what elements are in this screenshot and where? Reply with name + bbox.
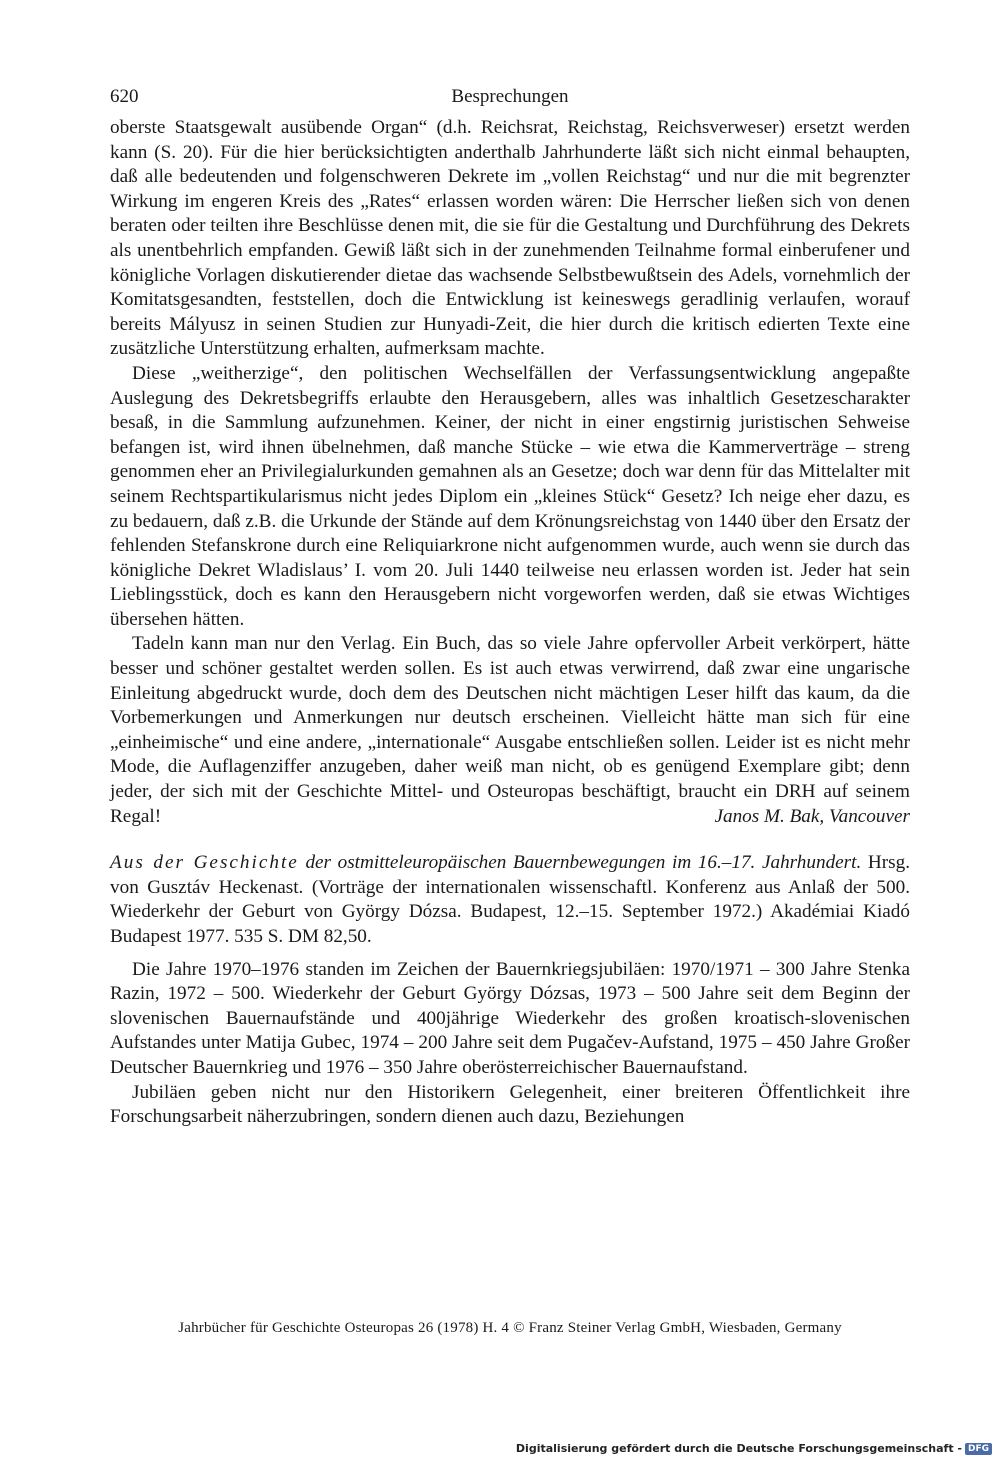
- journal-citation-footer: Jahrbücher für Geschichte Osteuropas 26 (1978) H. 4 © Franz Steiner Verlag GmbH, Wiesbaden, Germany: [178, 1320, 842, 1336]
- review-1-paragraph-3-text: Tadeln kann man nur den Verlag. Ein Buch, das so viele Jahre opfervoller Arbeit verkörpert, hätte besser und schöner gestaltet werden sollen. Es ist auch etwas verwirrend, daß zwar eine ungarische Einleitung abgedruckt wurde, doch dem des Deutschen nicht mächtigen Leser hilft das kaum, da die Vorbemerkungen und Anmerkungen nur deutsch erscheinen. Vielleicht hätte man sich für eine „einheimische“ und eine andere, „internationale“ Ausgabe entschließen sollen. Leider ist es nicht mehr Mode, die Auflagenziffer anzugeben, daher weiß man nicht, ob es genügend Exemplare gibt; denn jeder, der sich mit der Geschichte Mittel- und Osteuropas beschäftigt, braucht ein DRH auf seinem Regal!: [110, 633, 910, 827]
- review-1-body: [110, 116, 910, 829]
- reviewer-signoff: Janos M. Bak, Vancouver: [714, 805, 910, 827]
- review-2-title-spaced: Aus der Geschichte: [110, 852, 299, 874]
- review-2-bibliography: Hrsg. von Gusztáv Heckenast. (Vorträge der internationalen wissenschaftl. Konferenz aus Anlaß der 500. Wiederkehr der Geburt von György Dózsa. Budapest, 12.–15. September 1972.) Akadémiai Kiadó Budapest 1977. 535 S. DM 82,50.: [110, 852, 910, 947]
- review-1-paragraph-1: oberste Staatsgewalt ausübende Organ“ (d.h. Reichsrat, Reichstag, Reichsverweser) ersetzt werden kann (S. 20). Für die hier berücksichtigten anderthalb Jahrhunderte läßt sich nicht einmal behaupten, daß alle bedeutenden und folgenschweren Dekrete im „vollen Reichstag“ und nur die mit begrenzter Wirkung im engeren Kreis des „Rates“ erlassen worden wären: Die Herrscher ließen sich von denen beraten oder teilten ihre Beschlüsse denen mit, die sie für die Gestaltung und Durchführung des Dekrets als unentbehrlich empfanden. Gewiß läßt sich in der zunehmenden Teilnahme formal einberufener und königliche Vorlagen diskutierender dietae das wachsende Selbstbewußtsein des Adels, vornehmlich der Komitatsgesandten, feststellen, doch die Entwicklung ist keineswegs geradlinig verlaufen, worauf bereits Mályusz in seinen Studien zur Hunyadi-Zeit, die hier durch die kritisch edierten Texte eine zusätzliche Unterstützung erhalten, aufmerksam machte.: [110, 117, 910, 360]
- running-title: Besprechungen: [451, 86, 569, 107]
- review-2-body: [110, 958, 910, 1130]
- digitization-text: Digitalisierung gefördert durch die Deutsche Forschungsgemeinschaft -: [515, 1442, 962, 1455]
- dfg-logo-icon: DFG: [965, 1443, 992, 1455]
- page-header: [110, 80, 910, 116]
- digitization-footer: [516, 1442, 992, 1455]
- page-number: 620: [110, 86, 139, 107]
- review-2-paragraph-1: Die Jahre 1970–1976 standen im Zeichen der Bauernkriegsjubiläen: 1970/1971 – 300 Jahre Stenka Razin, 1972 – 500. Wiederkehr der Geburt György Dózsas, 1973 – 500 Jahre seit dem Beginn der slovenischen Bauernaufstände und 400jährige Wiederkehr des großen kroatisch-slovenischen Aufstandes unter Matija Gubec, 1974 – 200 Jahre seit dem Pugačev-Aufstand, 1975 – 450 Jahre Großer Deutscher Bauernkrieg und 1976 – 350 Jahre oberösterreichischer Bauernaufstand.: [110, 958, 910, 1078]
- review-2-title: der ostmitteleuropäischen Bauernbewegungen im 16.–17. Jahrhundert.: [305, 852, 862, 874]
- review-1-paragraph-2: Diese „weitherzige“, den politischen Wechselfällen der Verfassungsentwicklung angepaßte Auslegung des Dekretsbegriffs erlaubte den Herausgebern, alles was inhaltlich Gesetzescharakter besaß, in die Sammlung aufzunehmen. Keiner, der nicht in einer engstirnig juristischen Sehweise befangen ist, wird ihnen übelnehmen, daß manche Stücke – wie etwa die Kammerverträge – streng genommen eher an Privilegialurkunden gemahnen als an Gesetze; doch war denn für das Mittelalter mit seinem Rechtspartikularismus nicht jedes Diplom ein „kleines Stück“ Gesetz? Ich neige eher dazu, es zu bedauern, daß z.B. die Urkunde der Stände auf dem Krönungsreichstag von 1440 über den Ersatz der fehlenden Stefanskrone durch eine Reliquiarkrone nicht aufgenommen wurde, auch wenn sie durch das königliche Dekret Wladislaus’ I. vom 20. Juli 1440 teilweise neu erlassen worden ist. Jeder hat sein Lieblingsstück, doch es kann den Herausgebern nicht vorgeworfen werden, daß sie etwas Wichtiges übersehen hätten.: [110, 362, 910, 630]
- page: [110, 80, 910, 1130]
- review-1-paragraph-3: [110, 632, 910, 829]
- review-2-paragraph-2: Jubiläen geben nicht nur den Historikern Gelegenheit, einer breiteren Öffentlichkeit ihre Forschungsarbeit näherzubringen, sondern dienen auch dazu, Beziehungen: [110, 1081, 910, 1128]
- review-2-heading: [110, 851, 910, 949]
